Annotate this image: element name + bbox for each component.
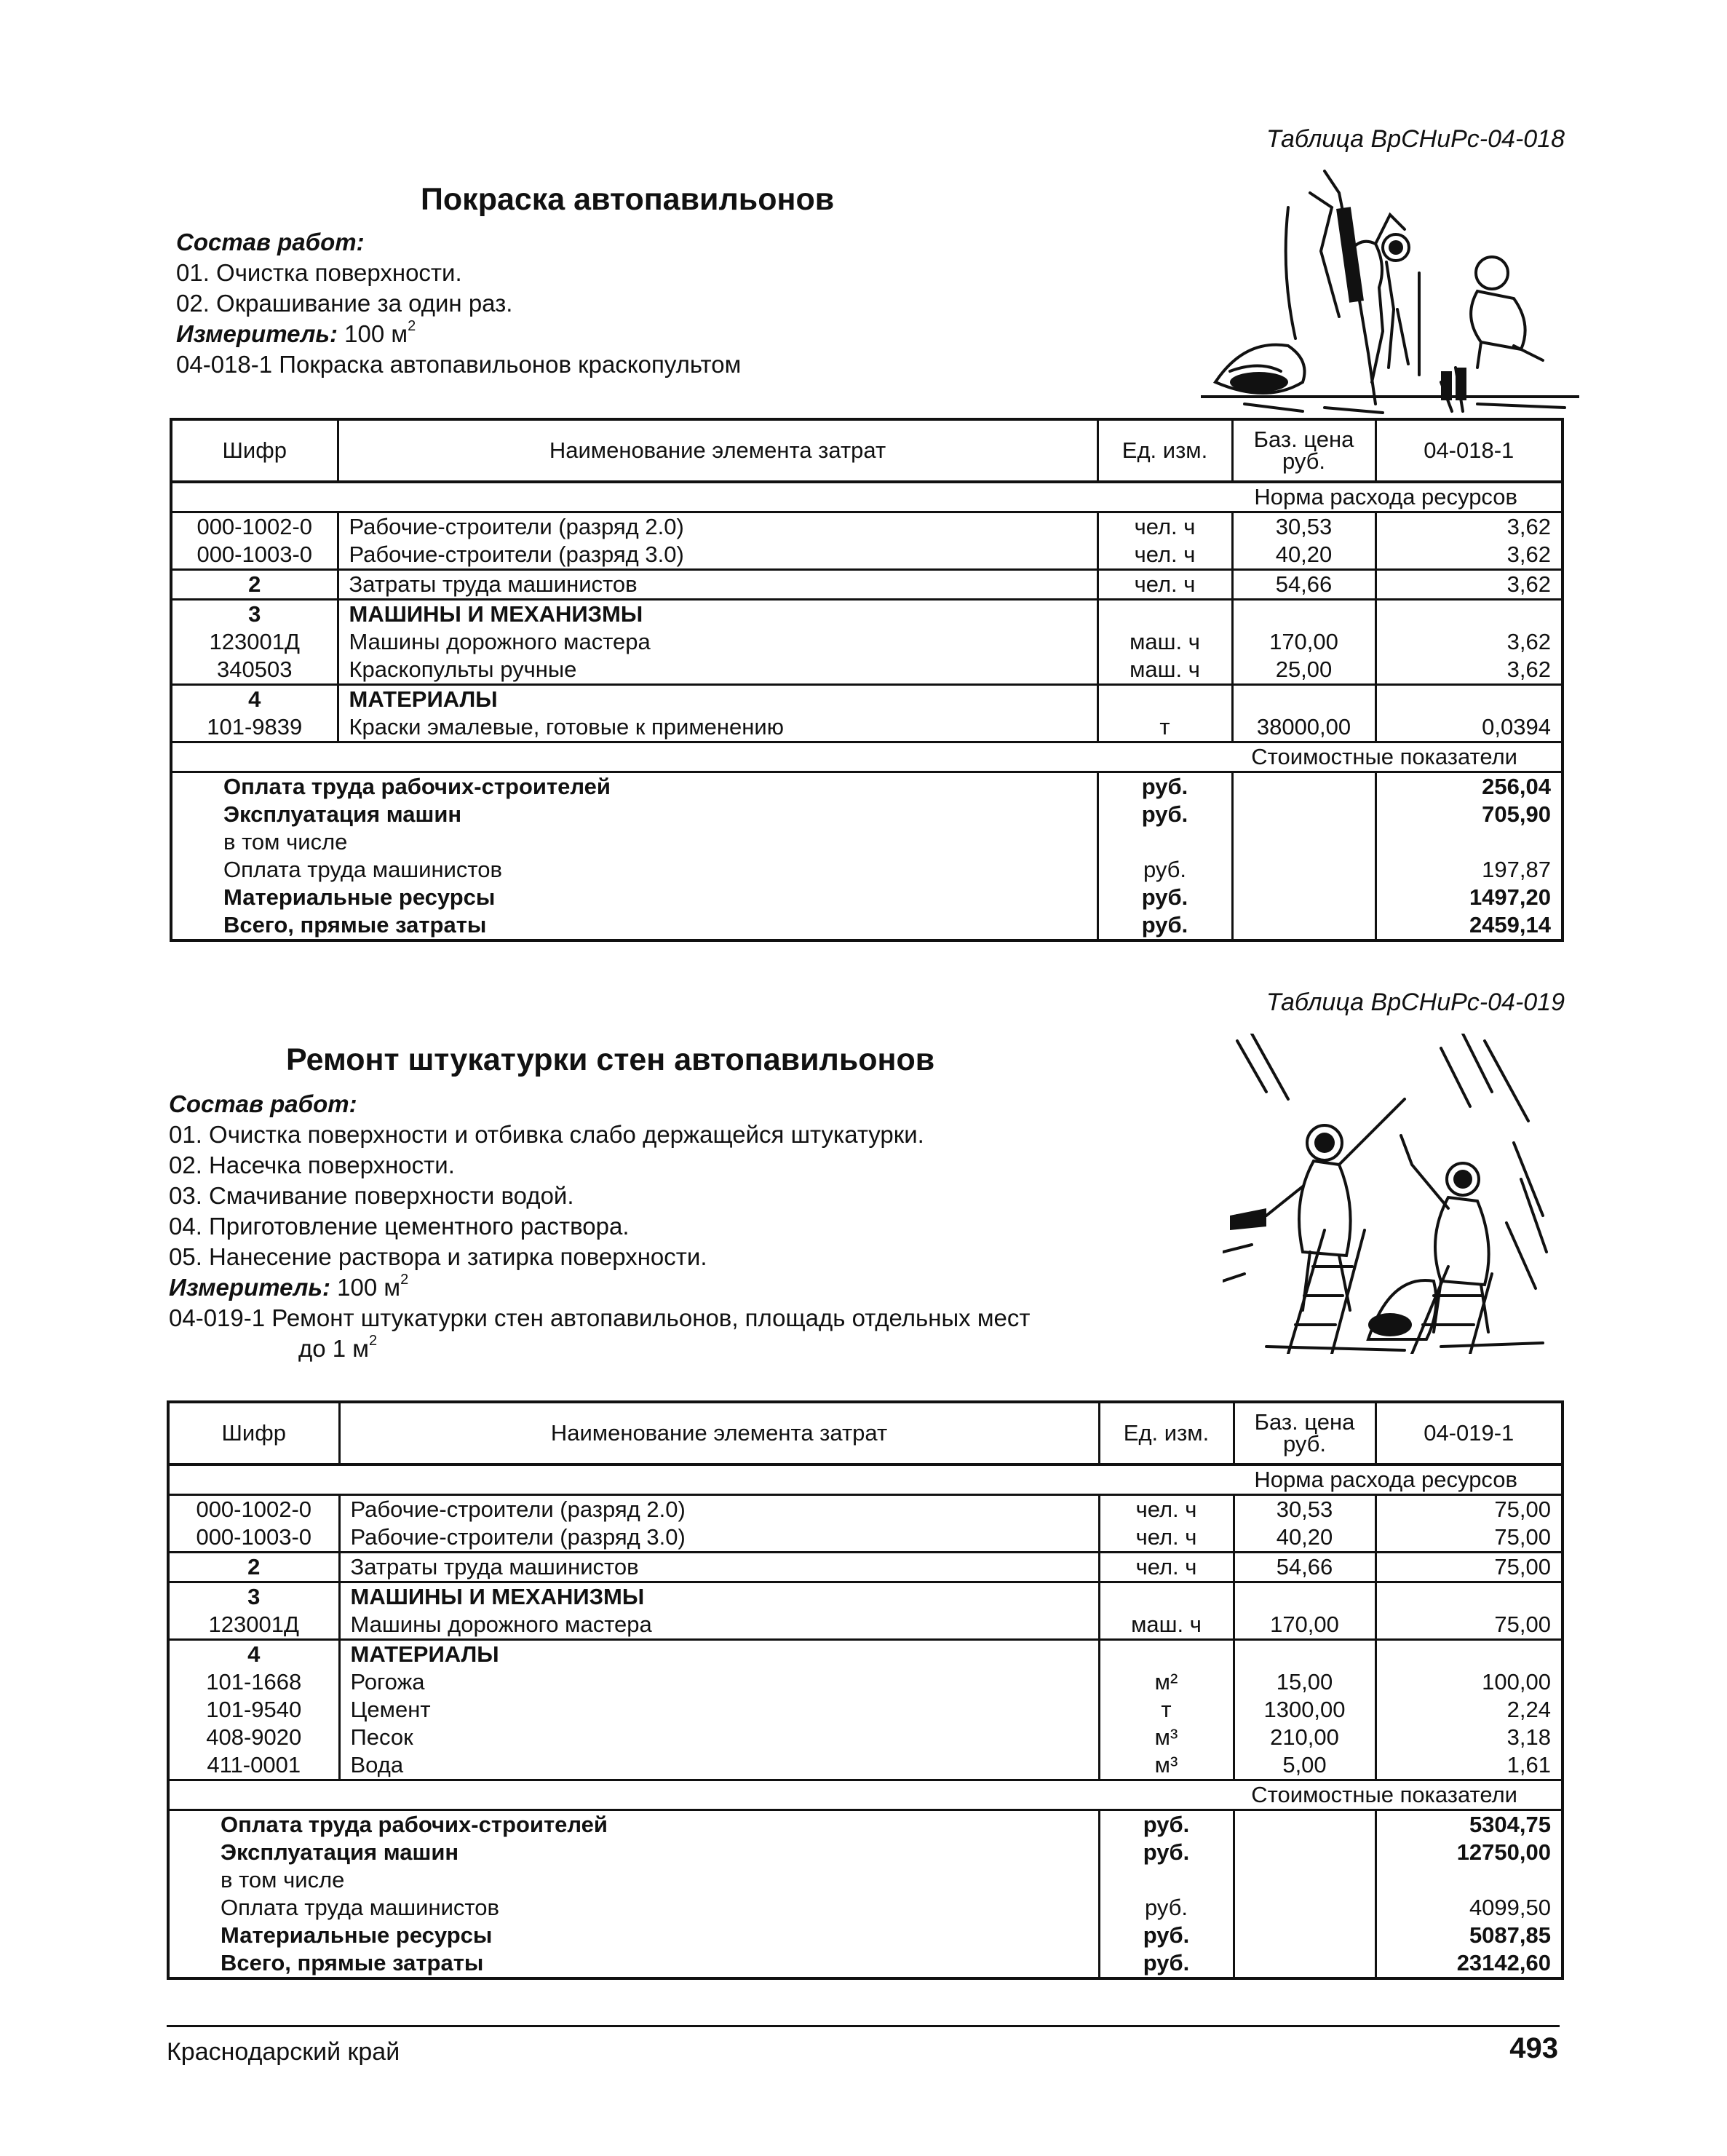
cost-value: 5087,85 xyxy=(1375,1922,1563,1949)
row-value: 3,62 xyxy=(1375,656,1563,685)
row-price: 5,00 xyxy=(1234,1751,1375,1780)
row-value: 3,62 xyxy=(1375,512,1563,542)
norm-section-row xyxy=(168,1465,1563,1495)
composition-label: Состав работ: xyxy=(169,1090,357,1117)
cost-value: 5304,75 xyxy=(1375,1810,1563,1839)
row-code: 3 xyxy=(171,600,338,629)
table-row xyxy=(168,1724,1563,1751)
row-unit: чел. ч xyxy=(1097,541,1232,570)
row-name: Машины дорожного мастера xyxy=(339,1611,1099,1640)
row-name: Краски эмалевые, готовые к применению xyxy=(338,713,1097,742)
row-name: Рабочие-строители (разряд 2.0) xyxy=(339,1495,1099,1524)
cost-row xyxy=(171,856,1563,884)
table-header-row xyxy=(168,1402,1563,1465)
row-price: 38000,00 xyxy=(1232,713,1375,742)
row-code: 000-1003-0 xyxy=(171,541,338,570)
row-price xyxy=(1232,600,1375,629)
cost-table xyxy=(170,418,1564,942)
cost-label: Материальные ресурсы xyxy=(171,884,1097,911)
header-unit: Ед. изм. xyxy=(1097,419,1232,482)
row-value: 75,00 xyxy=(1375,1523,1563,1553)
row-unit: т xyxy=(1099,1696,1234,1724)
norm-section-row xyxy=(171,482,1563,512)
row-price: 30,53 xyxy=(1232,512,1375,542)
cost-row xyxy=(171,828,1563,856)
cost-value: 197,87 xyxy=(1375,856,1563,884)
measure-exponent: 2 xyxy=(408,318,416,334)
row-value: 3,62 xyxy=(1375,570,1563,600)
cost-table xyxy=(167,1400,1564,1980)
cost-value: 12750,00 xyxy=(1375,1839,1563,1866)
item-line-continued xyxy=(169,1333,1260,1364)
cost-label: Материальные ресурсы xyxy=(168,1922,1099,1949)
measure-value: 100 м xyxy=(337,1274,401,1301)
row-code: 2 xyxy=(168,1553,339,1582)
table-row xyxy=(168,1751,1563,1780)
cost-empty-cell xyxy=(1234,1949,1375,1978)
row-value: 75,00 xyxy=(1375,1611,1563,1640)
table-row xyxy=(168,1582,1563,1612)
table-row xyxy=(171,512,1563,542)
section-title: Ремонт штукатурки стен автопавильонов xyxy=(286,1042,935,1077)
cost-unit: руб. xyxy=(1099,1922,1234,1949)
header-price: Баз. цена руб. xyxy=(1232,419,1375,482)
table-row xyxy=(168,1668,1563,1696)
cost-row xyxy=(168,1949,1563,1978)
cost-label: Всего, прямые затраты xyxy=(168,1949,1099,1978)
row-price: 210,00 xyxy=(1234,1724,1375,1751)
row-code: 101-9839 xyxy=(171,713,338,742)
row-unit: чел. ч xyxy=(1099,1523,1234,1553)
cost-unit: руб. xyxy=(1099,1810,1234,1839)
cost-value: 256,04 xyxy=(1375,772,1563,801)
cost-value xyxy=(1375,828,1563,856)
table-row xyxy=(168,1553,1563,1582)
table-row xyxy=(168,1523,1563,1553)
row-value: 75,00 xyxy=(1375,1495,1563,1524)
row-name: Машины дорожного мастера xyxy=(338,628,1097,656)
table-header-row xyxy=(171,419,1563,482)
row-value xyxy=(1375,685,1563,714)
row-name: Вода xyxy=(339,1751,1099,1780)
row-value: 1,61 xyxy=(1375,1751,1563,1780)
table-reference: Таблица ВрСНиРс-04-019 xyxy=(1266,988,1565,1016)
norm-header: Норма расхода ресурсов xyxy=(171,482,1563,512)
row-unit: чел. ч xyxy=(1099,1495,1234,1524)
measure-label: Измеритель: xyxy=(176,320,338,347)
cost-unit: руб. xyxy=(1097,884,1232,911)
row-code: 2 xyxy=(171,570,338,600)
measure-label: Измеритель: xyxy=(169,1274,330,1301)
cost-row xyxy=(168,1839,1563,1866)
norm-header: Норма расхода ресурсов xyxy=(168,1465,1563,1495)
cost-row xyxy=(171,801,1563,828)
item-line: 04-018-1 Покраска автопавильонов краскопультом xyxy=(176,351,742,378)
cost-value: 4099,50 xyxy=(1375,1894,1563,1922)
row-value xyxy=(1375,1640,1563,1669)
work-step: 05. Нанесение раствора и затирка поверхности. xyxy=(169,1243,707,1270)
row-price xyxy=(1232,685,1375,714)
composition-label: Состав работ: xyxy=(176,229,365,255)
cost-label: Оплата труда рабочих-строителей xyxy=(171,772,1097,801)
row-unit: чел. ч xyxy=(1097,512,1232,542)
cost-empty-cell xyxy=(1234,1866,1375,1894)
measure-line xyxy=(169,1272,1260,1303)
table-row xyxy=(171,628,1563,656)
cost-row xyxy=(168,1866,1563,1894)
row-name: МАШИНЫ И МЕХАНИЗМЫ xyxy=(338,600,1097,629)
row-unit xyxy=(1097,600,1232,629)
header-item: 04-018-1 xyxy=(1375,419,1563,482)
footer-divider xyxy=(167,2025,1560,2027)
cost-label: Всего, прямые затраты xyxy=(171,911,1097,940)
cost-unit: руб. xyxy=(1099,1949,1234,1978)
cost-empty-cell xyxy=(1232,911,1375,940)
cost-unit: руб. xyxy=(1097,772,1232,801)
cost-label: Оплата труда машинистов xyxy=(168,1894,1099,1922)
row-code: 4 xyxy=(168,1640,339,1669)
item-line-text: до 1 м xyxy=(298,1335,369,1362)
measure-value: 100 м xyxy=(344,320,408,347)
cost-value: 705,90 xyxy=(1375,801,1563,828)
header-name: Наименование элемента затрат xyxy=(338,419,1097,482)
row-code: 123001Д xyxy=(168,1611,339,1640)
row-unit xyxy=(1099,1640,1234,1669)
cost-label: в том числе xyxy=(171,828,1097,856)
row-code: 411-0001 xyxy=(168,1751,339,1780)
row-price: 54,66 xyxy=(1232,570,1375,600)
row-code: 101-1668 xyxy=(168,1668,339,1696)
measure-exponent: 2 xyxy=(400,1272,409,1288)
table-row xyxy=(171,600,1563,629)
row-code: 340503 xyxy=(171,656,338,685)
row-unit xyxy=(1099,1582,1234,1612)
row-unit xyxy=(1097,685,1232,714)
work-step: 03. Смачивание поверхности водой. xyxy=(169,1182,574,1209)
table-row xyxy=(168,1495,1563,1524)
row-code: 000-1002-0 xyxy=(171,512,338,542)
item-line-exponent: 2 xyxy=(369,1333,378,1349)
row-code: 123001Д xyxy=(171,628,338,656)
cost-row xyxy=(168,1894,1563,1922)
row-price: 54,66 xyxy=(1234,1553,1375,1582)
cost-row xyxy=(171,772,1563,801)
row-unit: м³ xyxy=(1099,1751,1234,1780)
header-name: Наименование элемента затрат xyxy=(339,1402,1099,1465)
cost-value: 1497,20 xyxy=(1375,884,1563,911)
cost-empty-cell xyxy=(1234,1922,1375,1949)
cost-unit: руб. xyxy=(1097,911,1232,940)
row-name: МАШИНЫ И МЕХАНИЗМЫ xyxy=(339,1582,1099,1612)
row-unit: чел. ч xyxy=(1097,570,1232,600)
row-price: 170,00 xyxy=(1232,628,1375,656)
cost-section-row xyxy=(168,1780,1563,1810)
table-row xyxy=(168,1611,1563,1640)
row-code: 000-1002-0 xyxy=(168,1495,339,1524)
row-value: 0,0394 xyxy=(1375,713,1563,742)
work-step: 02. Окрашивание за один раз. xyxy=(176,290,513,317)
row-code: 4 xyxy=(171,685,338,714)
cost-row xyxy=(171,884,1563,911)
row-value: 2,24 xyxy=(1375,1696,1563,1724)
workers-plastering-illustration xyxy=(1223,1034,1550,1354)
row-name: Рабочие-строители (разряд 2.0) xyxy=(338,512,1097,542)
row-name: Песок xyxy=(339,1724,1099,1751)
cost-row xyxy=(168,1922,1563,1949)
row-value: 3,18 xyxy=(1375,1724,1563,1751)
cost-unit xyxy=(1099,1866,1234,1894)
cost-unit xyxy=(1097,828,1232,856)
row-name: МАТЕРИАЛЫ xyxy=(339,1640,1099,1669)
cost-header: Стоимостные показатели xyxy=(171,742,1563,772)
header-item: 04-019-1 xyxy=(1375,1402,1563,1465)
section-title: Покраска автопавильонов xyxy=(421,182,835,217)
work-step: 02. Насечка поверхности. xyxy=(169,1152,455,1178)
table-row xyxy=(171,713,1563,742)
work-description xyxy=(176,227,1195,380)
row-name: Краскопульты ручные xyxy=(338,656,1097,685)
row-value xyxy=(1375,600,1563,629)
header-price: Баз. цена руб. xyxy=(1234,1402,1375,1465)
row-price: 40,20 xyxy=(1232,541,1375,570)
row-price: 40,20 xyxy=(1234,1523,1375,1553)
row-name: Затраты труда машинистов xyxy=(338,570,1097,600)
cost-row xyxy=(168,1810,1563,1839)
table-row xyxy=(171,541,1563,570)
row-unit: чел. ч xyxy=(1099,1553,1234,1582)
work-description xyxy=(169,1089,1260,1364)
row-name: Цемент xyxy=(339,1696,1099,1724)
table-reference: Таблица ВрСНиРс-04-018 xyxy=(1266,125,1565,153)
row-unit: м² xyxy=(1099,1668,1234,1696)
row-code: 101-9540 xyxy=(168,1696,339,1724)
row-value: 75,00 xyxy=(1375,1553,1563,1582)
cost-label: в том числе xyxy=(168,1866,1099,1894)
cost-label: Оплата труда рабочих-строителей xyxy=(168,1810,1099,1839)
row-price: 25,00 xyxy=(1232,656,1375,685)
row-value: 3,62 xyxy=(1375,628,1563,656)
row-code: 3 xyxy=(168,1582,339,1612)
cost-label: Эксплуатация машин xyxy=(168,1839,1099,1866)
table-row xyxy=(171,570,1563,600)
row-name: Затраты труда машинистов xyxy=(339,1553,1099,1582)
row-name: Рабочие-строители (разряд 3.0) xyxy=(339,1523,1099,1553)
cost-empty-cell xyxy=(1234,1894,1375,1922)
table-row xyxy=(171,656,1563,685)
row-value xyxy=(1375,1582,1563,1612)
cost-section-row xyxy=(171,742,1563,772)
row-code: 000-1003-0 xyxy=(168,1523,339,1553)
cost-label: Эксплуатация машин xyxy=(171,801,1097,828)
row-price: 15,00 xyxy=(1234,1668,1375,1696)
cost-unit: руб. xyxy=(1097,856,1232,884)
header-code: Шифр xyxy=(171,419,338,482)
cost-unit: руб. xyxy=(1099,1839,1234,1866)
cost-empty-cell xyxy=(1232,772,1375,801)
cost-empty-cell xyxy=(1234,1839,1375,1866)
row-price xyxy=(1234,1640,1375,1669)
row-unit: маш. ч xyxy=(1099,1611,1234,1640)
footer-region: Краснодарский край xyxy=(167,2038,400,2066)
row-value: 100,00 xyxy=(1375,1668,1563,1696)
row-unit: т xyxy=(1097,713,1232,742)
cost-empty-cell xyxy=(1232,856,1375,884)
work-step: 04. Приготовление цементного раствора. xyxy=(169,1213,630,1240)
cost-header: Стоимостные показатели xyxy=(168,1780,1563,1810)
cost-value xyxy=(1375,1866,1563,1894)
row-unit: маш. ч xyxy=(1097,656,1232,685)
row-name: МАТЕРИАЛЫ xyxy=(338,685,1097,714)
row-price: 170,00 xyxy=(1234,1611,1375,1640)
cost-empty-cell xyxy=(1232,884,1375,911)
table-row xyxy=(171,685,1563,714)
page-number: 493 xyxy=(1509,2032,1558,2064)
cost-value: 2459,14 xyxy=(1375,911,1563,940)
table-row xyxy=(168,1640,1563,1669)
row-price: 1300,00 xyxy=(1234,1696,1375,1724)
work-step: 01. Очистка поверхности и отбивка слабо держащейся штукатурки. xyxy=(169,1121,924,1148)
row-code: 408-9020 xyxy=(168,1724,339,1751)
cost-unit: руб. xyxy=(1097,801,1232,828)
table-row xyxy=(168,1696,1563,1724)
row-price xyxy=(1234,1582,1375,1612)
row-value: 3,62 xyxy=(1375,541,1563,570)
workers-painting-illustration xyxy=(1201,164,1579,415)
cost-value: 23142,60 xyxy=(1375,1949,1563,1978)
row-price: 30,53 xyxy=(1234,1495,1375,1524)
row-name: Рабочие-строители (разряд 3.0) xyxy=(338,541,1097,570)
row-unit: м³ xyxy=(1099,1724,1234,1751)
cost-row xyxy=(171,911,1563,940)
work-step: 01. Очистка поверхности. xyxy=(176,259,462,286)
header-code: Шифр xyxy=(168,1402,339,1465)
row-name: Рогожа xyxy=(339,1668,1099,1696)
item-line: 04-019-1 Ремонт штукатурки стен автопавильонов, площадь отдельных мест xyxy=(169,1304,1031,1331)
measure-line xyxy=(176,319,1195,349)
cost-empty-cell xyxy=(1232,801,1375,828)
cost-label: Оплата труда машинистов xyxy=(171,856,1097,884)
row-unit: маш. ч xyxy=(1097,628,1232,656)
cost-empty-cell xyxy=(1234,1810,1375,1839)
cost-empty-cell xyxy=(1232,828,1375,856)
header-unit: Ед. изм. xyxy=(1099,1402,1234,1465)
cost-unit: руб. xyxy=(1099,1894,1234,1922)
